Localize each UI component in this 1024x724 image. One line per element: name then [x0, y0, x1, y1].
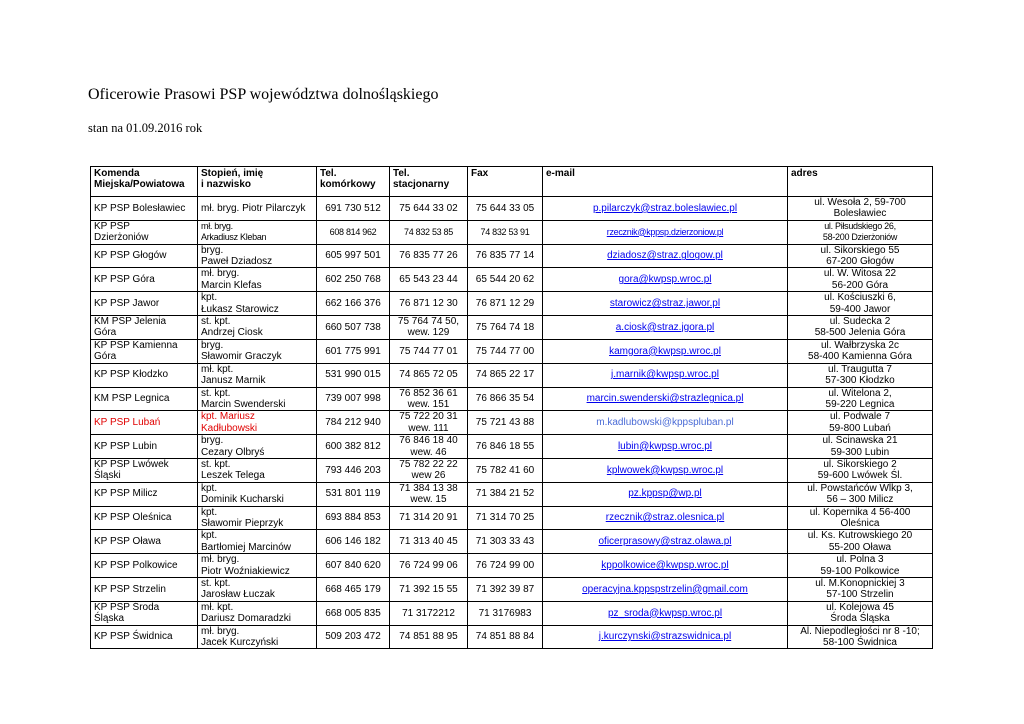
cell-unit: KP PSP Lubin [91, 435, 198, 459]
header-person: Stopień, imię i nazwisko [198, 167, 317, 197]
cell-person: kpt. Łukasz Starowicz [198, 292, 317, 316]
cell-unit: KP PSP Jawor [91, 292, 198, 316]
document-subtitle: stan na 01.09.2016 rok [88, 121, 203, 135]
cell-email [543, 482, 788, 506]
email-link[interactable]: p.pilarczyk@straz.boleslawiec.pl [592, 202, 738, 214]
cell-email [543, 197, 788, 221]
table-row [91, 197, 933, 221]
cell-email [543, 339, 788, 363]
cell-email [543, 530, 788, 554]
cell-fax: 75 782 41 60 [468, 458, 543, 482]
table-row [91, 339, 933, 363]
cell-landline: 76 724 99 06 [390, 554, 468, 578]
cell-person: mł. bryg. Arkadiusz Kleban [198, 220, 317, 244]
cell-address: ul. Traugutta 7 57-300 Kłodzko [788, 363, 933, 387]
table-row [91, 506, 933, 530]
email-link[interactable]: rzecznik@kppsp.dzierzoniow.pl [606, 226, 724, 237]
email-link[interactable]: marcin.swenderski@strazlegnica.pl [586, 393, 744, 405]
cell-fax: 74 832 53 91 [468, 220, 543, 244]
cell-fax: 71 3176983 [468, 601, 543, 625]
header-fax: Fax [468, 167, 543, 197]
cell-address: ul. Polna 3 59-100 Polkowice [788, 554, 933, 578]
cell-landline: 76 835 77 26 [390, 244, 468, 268]
cell-fax: 75 744 77 00 [468, 339, 543, 363]
cell-address: ul. Wesoła 2, 59-700 Bolesławiec [788, 197, 933, 221]
cell-landline: 75 644 33 02 [390, 197, 468, 221]
table-header-row [91, 167, 933, 197]
email-link[interactable]: starowicz@straz.jawor.pl [609, 297, 721, 309]
email-link[interactable]: pz_sroda@kwpsp.wroc.pl [607, 607, 723, 619]
cell-unit: KP PSP Strzelin [91, 578, 198, 602]
cell-landline: 74 832 53 85 [390, 220, 468, 244]
cell-email [543, 220, 788, 244]
cell-mobile: 606 146 182 [317, 530, 390, 554]
cell-person: st. kpt. Marcin Swenderski [198, 387, 317, 411]
cell-person: mł. bryg. Marcin Klefas [198, 268, 317, 292]
email-link[interactable]: lubin@kwpsp.wroc.pl [617, 440, 713, 452]
email-link[interactable]: j.kurczynski@strazswidnica.pl [598, 631, 732, 643]
cell-person: mł. kpt. Janusz Marnik [198, 363, 317, 387]
cell-unit: KP PSP Oława [91, 530, 198, 554]
email-link[interactable]: kplwowek@kwpsp.wroc.pl [606, 464, 724, 476]
cell-email [543, 244, 788, 268]
table-row [91, 601, 933, 625]
cell-email [543, 578, 788, 602]
cell-landline: 75 722 20 31 wew. 111 [390, 411, 468, 435]
table-row [91, 530, 933, 554]
cell-landline: 76 852 36 61 wew. 151 [390, 387, 468, 411]
email-link[interactable]: m.kadlubowski@kppspluban.pl [596, 417, 734, 429]
cell-person: bryg. Paweł Dziadosz [198, 244, 317, 268]
table-row [91, 316, 933, 340]
cell-landline: 75 764 74 50, wew. 129 [390, 316, 468, 340]
table-row [91, 363, 933, 387]
email-link[interactable]: kppolkowice@kwpsp.wroc.pl [601, 559, 729, 571]
table-row [91, 482, 933, 506]
cell-mobile: 784 212 940 [317, 411, 390, 435]
cell-email [543, 435, 788, 459]
cell-person: st. kpt. Jarosław Łuczak [198, 578, 317, 602]
cell-mobile: 739 007 998 [317, 387, 390, 411]
cell-fax: 74 851 88 84 [468, 625, 543, 649]
cell-mobile: 607 840 620 [317, 554, 390, 578]
cell-email [543, 268, 788, 292]
cell-address: ul. Sikorskiego 2 59-600 Lwówek Śl. [788, 458, 933, 482]
cell-fax: 71 392 39 87 [468, 578, 543, 602]
email-link[interactable]: dziadosz@straz.glogow.pl [607, 250, 723, 262]
cell-address: ul. Ks. Kutrowskiego 20 55-200 Oława [788, 530, 933, 554]
cell-landline: 71 313 40 45 [390, 530, 468, 554]
cell-address: ul. Podwale 7 59-800 Lubań [788, 411, 933, 435]
cell-address: ul. Sudecka 2 58-500 Jelenia Góra [788, 316, 933, 340]
cell-person: kpt. Dominik Kucharski [198, 482, 317, 506]
cell-address: ul. Kościuszki 6, 59-400 Jawor [788, 292, 933, 316]
cell-email [543, 411, 788, 435]
header-landline: Tel. stacjonarny [390, 167, 468, 197]
cell-landline: 75 744 77 01 [390, 339, 468, 363]
cell-mobile: 602 250 768 [317, 268, 390, 292]
cell-email [543, 387, 788, 411]
cell-landline: 74 865 72 05 [390, 363, 468, 387]
cell-unit: KP PSP Góra [91, 268, 198, 292]
cell-mobile: 600 382 812 [317, 435, 390, 459]
cell-fax: 76 724 99 00 [468, 554, 543, 578]
cell-mobile: 531 990 015 [317, 363, 390, 387]
cell-unit: KP PSP Milicz [91, 482, 198, 506]
cell-person: mł. bryg. Piotr Woźniakiewicz [198, 554, 317, 578]
cell-mobile: 531 801 119 [317, 482, 390, 506]
cell-landline: 71 392 15 55 [390, 578, 468, 602]
cell-email [543, 458, 788, 482]
cell-unit: KP PSP Bolesławiec [91, 197, 198, 221]
table-row [91, 268, 933, 292]
cell-email [543, 601, 788, 625]
cell-unit: KP PSP Lubań [91, 411, 198, 435]
cell-person: bryg. Sławomir Graczyk [198, 339, 317, 363]
cell-email [543, 554, 788, 578]
cell-landline: 65 543 23 44 [390, 268, 468, 292]
cell-address: ul. Sikorskiego 55 67-200 Głogów [788, 244, 933, 268]
cell-address: ul. Powstańców Wlkp 3, 56 – 300 Milicz [788, 482, 933, 506]
cell-address: ul. Piłsudskiego 26, 58-200 Dzierżoniów [788, 220, 933, 244]
table-row [91, 578, 933, 602]
table-row [91, 411, 933, 435]
cell-address: ul. Wałbrzyska 2c 58-400 Kamienna Góra [788, 339, 933, 363]
table-row [91, 458, 933, 482]
cell-mobile: 693 884 853 [317, 506, 390, 530]
cell-landline: 76 846 18 40 wew. 46 [390, 435, 468, 459]
cell-address: ul. Kopernika 4 56-400 Oleśnica [788, 506, 933, 530]
cell-address: ul. Kolejowa 45 Środa Śląska [788, 601, 933, 625]
cell-mobile: 601 775 991 [317, 339, 390, 363]
cell-mobile: 660 507 738 [317, 316, 390, 340]
cell-person: kpt. Sławomir Pieprzyk [198, 506, 317, 530]
cell-mobile: 509 203 472 [317, 625, 390, 649]
cell-unit: KP PSP Kamienna Góra [91, 339, 198, 363]
cell-mobile: 662 166 376 [317, 292, 390, 316]
cell-email [543, 363, 788, 387]
cell-person: kpt. Bartłomiej Marcinów [198, 530, 317, 554]
email-link[interactable]: j.marnik@kwpsp.wroc.pl [611, 369, 719, 381]
cell-unit: KP PSP Polkowice [91, 554, 198, 578]
cell-person: st. kpt. Andrzej Ciosk [198, 316, 317, 340]
cell-unit: KM PSP Jelenia Góra [91, 316, 198, 340]
cell-landline: 71 384 13 38 wew. 15 [390, 482, 468, 506]
email-link[interactable]: operacyjna.kppspstrzelin@gmail.com [582, 583, 748, 595]
email-link[interactable]: kamgora@kwpsp.wroc.pl [609, 345, 721, 357]
cell-address: ul. Witelona 2, 59-220 Legnica [788, 387, 933, 411]
cell-landline: 74 851 88 95 [390, 625, 468, 649]
cell-person: mł. kpt. Dariusz Domaradzki [198, 601, 317, 625]
cell-unit: KM PSP Legnica [91, 387, 198, 411]
press-officers-table [90, 166, 933, 649]
cell-unit: KP PSP Lwówek Śląski [91, 458, 198, 482]
cell-mobile: 608 814 962 [317, 220, 390, 244]
cell-landline: 71 314 20 91 [390, 506, 468, 530]
cell-mobile: 605 997 501 [317, 244, 390, 268]
header-unit: Komenda Miejska/Powiatowa [91, 167, 198, 197]
cell-address: Al. Niepodległości nr 8 -10; 58-100 Świdnica [788, 625, 933, 649]
header-email: e-mail [543, 167, 788, 197]
cell-person: bryg. Cezary Olbryś [198, 435, 317, 459]
table-row [91, 554, 933, 578]
cell-email [543, 625, 788, 649]
cell-fax: 74 865 22 17 [468, 363, 543, 387]
cell-person: mł. bryg. Piotr Pilarczyk [198, 197, 317, 221]
cell-fax: 65 544 20 62 [468, 268, 543, 292]
cell-landline: 75 782 22 22 wew 26 [390, 458, 468, 482]
cell-landline: 76 871 12 30 [390, 292, 468, 316]
document-title: Oficerowie Prasowi PSP województwa dolnośląskiego [88, 86, 439, 103]
cell-fax: 71 303 33 43 [468, 530, 543, 554]
table-row [91, 244, 933, 268]
cell-email [543, 316, 788, 340]
cell-mobile: 793 446 203 [317, 458, 390, 482]
email-link[interactable]: rzecznik@straz.olesnica.pl [605, 512, 725, 524]
email-link[interactable]: pz.kppsp@wp.pl [628, 488, 702, 500]
cell-address: ul. M.Konopnickiej 3 57-100 Strzelin [788, 578, 933, 602]
cell-address: ul. Ścinawska 21 59-300 Lubin [788, 435, 933, 459]
table-row [91, 387, 933, 411]
cell-landline: 71 3172212 [390, 601, 468, 625]
cell-fax: 76 835 77 14 [468, 244, 543, 268]
email-link[interactable]: a.ciosk@straz.jgora.pl [615, 321, 715, 333]
email-link[interactable]: oficerprasowy@straz.olawa.pl [598, 536, 732, 548]
header-address: adres [788, 167, 933, 197]
cell-person: mł. bryg. Jacek Kurczyński [198, 625, 317, 649]
table-row [91, 220, 933, 244]
cell-mobile: 691 730 512 [317, 197, 390, 221]
cell-unit: KP PSP Kłodzko [91, 363, 198, 387]
cell-fax: 76 871 12 29 [468, 292, 543, 316]
email-link[interactable]: gora@kwpsp.wroc.pl [618, 274, 712, 286]
cell-email [543, 292, 788, 316]
table-row [91, 625, 933, 649]
cell-fax: 75 764 74 18 [468, 316, 543, 340]
cell-mobile: 668 005 835 [317, 601, 390, 625]
cell-person: st. kpt. Leszek Telega [198, 458, 317, 482]
header-mobile: Tel. komórkowy [317, 167, 390, 197]
cell-fax: 75 644 33 05 [468, 197, 543, 221]
table-row [91, 292, 933, 316]
cell-unit: KP PSP Świdnica [91, 625, 198, 649]
cell-mobile: 668 465 179 [317, 578, 390, 602]
cell-unit: KP PSP Głogów [91, 244, 198, 268]
cell-email [543, 506, 788, 530]
cell-fax: 71 384 21 52 [468, 482, 543, 506]
cell-unit: KP PSP Środa Śląska [91, 601, 198, 625]
table-row [91, 435, 933, 459]
cell-fax: 76 866 35 54 [468, 387, 543, 411]
cell-fax: 75 721 43 88 [468, 411, 543, 435]
cell-address: ul. W. Witosa 22 56-200 Góra [788, 268, 933, 292]
cell-unit: KP PSP Dzierżoniów [91, 220, 198, 244]
cell-fax: 71 314 70 25 [468, 506, 543, 530]
cell-fax: 76 846 18 55 [468, 435, 543, 459]
cell-person: kpt. Mariusz Kadłubowski [198, 411, 317, 435]
cell-unit: KP PSP Oleśnica [91, 506, 198, 530]
